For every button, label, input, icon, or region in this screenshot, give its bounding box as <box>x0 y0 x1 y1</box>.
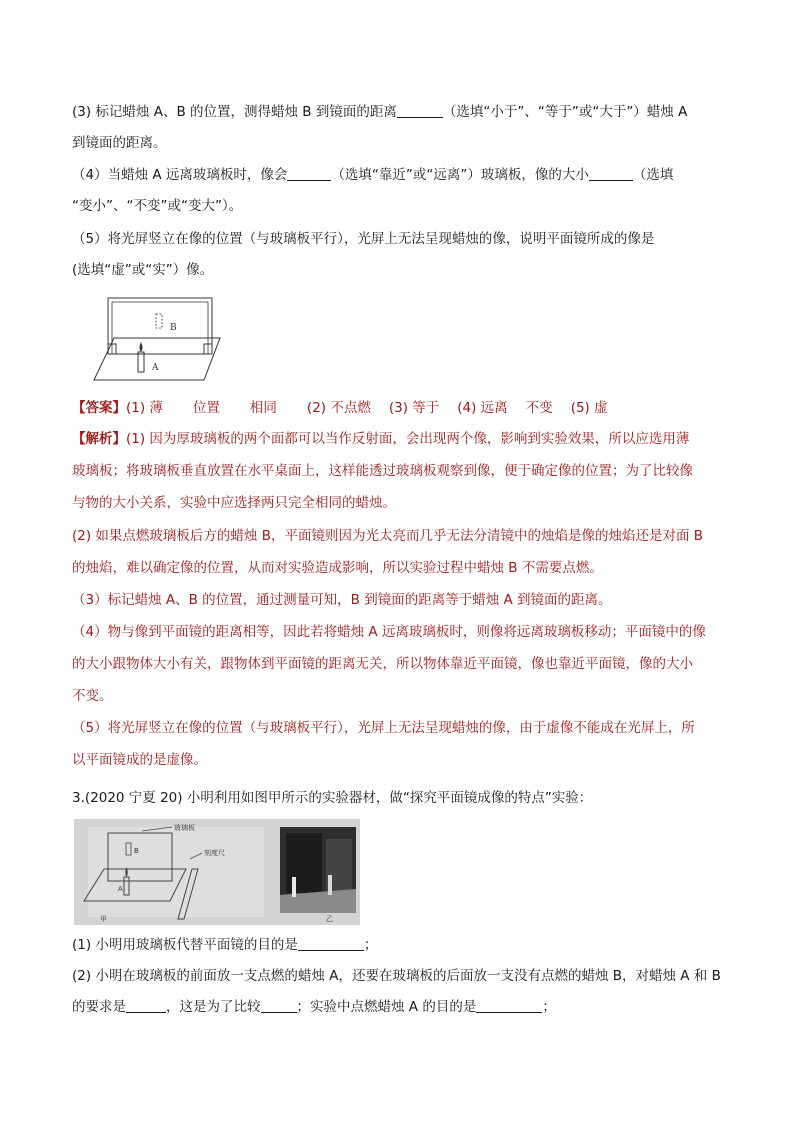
q2-item3-line1 <box>72 102 687 122</box>
analysis-p2-line1: (2) 如果点燃玻璃板后方的蜡烛 B，平面镜则因为光太亮而几乎无法分清镜中的烛焰是像的烛焰还是对面 B <box>72 528 704 544</box>
answer-item: 不变 <box>525 400 553 416</box>
q2-item4-line1 <box>72 165 673 185</box>
caption-yi: 乙 <box>326 915 333 923</box>
q3-stem: 3.(2020 宁夏 20) 小明利用如图甲所示的实验器材，做“探究平面镜成像的特点”实验： <box>72 790 593 806</box>
label-b: B <box>170 323 177 333</box>
q2-item3-line2: 到镜面的距离。 <box>72 135 167 151</box>
analysis-p4-line1: （4）物与像到平面镜的距离相等，因此若将蜡烛 A 远离玻璃板时，则像将远离玻璃板移动；平面镜中的像 <box>72 624 706 640</box>
answer-blank[interactable] <box>298 936 364 951</box>
candle-photo-a <box>292 877 296 897</box>
item3-text-a: (3) 标记蜡烛 A、B 的位置，测得蜡烛 B 到镜面的距离 <box>72 104 397 120</box>
item3-text-b: （选填“小于”、“等于”或“大于”）蜡烛 A <box>442 104 688 120</box>
analysis-p2-line2: 的烛焰，难以确定像的位置，从而对实验造成影响，所以实验过程中蜡烛 B 不需要点燃。 <box>72 560 603 576</box>
analysis-p1-line3: 与物的大小关系，实验中应选择两只完全相同的蜡烛。 <box>72 495 396 511</box>
q3-figure-panel <box>74 819 360 925</box>
q2-item5-line1: （5）将光屏竖立在像的位置（与玻璃板平行），光屏上无法呈现蜡烛的像，说明平面镜所成的像是 <box>72 231 655 247</box>
q3-sub2-line2: 的要求是 ，这是为了比较 ；实验中点燃蜡烛 A 的目的是 ； <box>72 999 556 1015</box>
answer-blank[interactable] <box>261 998 297 1013</box>
analysis-p4-line2: 的大小跟物体大小有关，跟物体到平面镜的距离无关，所以物体靠近平面镜，像也靠近平面镜，像的大小 <box>72 656 693 672</box>
answer-blank[interactable] <box>397 103 443 118</box>
item4-text-c: （选填 <box>632 167 674 183</box>
candle-photo-b <box>328 875 332 895</box>
label-glass-plate: 玻璃板 <box>174 824 195 832</box>
answer-item: 相同 <box>249 400 277 416</box>
analysis-p1-line2: 玻璃板；将玻璃板垂直放置在水平桌面上，这样能透过玻璃板观察到像，便于确定像的位置；为了比较像 <box>72 463 693 479</box>
candle-b <box>156 314 162 328</box>
label-ruler: 刻度尺 <box>204 849 225 857</box>
answer-item: 位置 <box>192 400 220 416</box>
analysis-tag: 【解析】 <box>72 431 126 447</box>
analysis-p4-line3: 不变。 <box>72 688 113 704</box>
answer-item: (4) 远离 <box>457 400 508 416</box>
analysis-p5-line1: （5）将光屏竖立在像的位置（与玻璃板平行），光屏上无法呈现蜡烛的像，由于虚像不能成在光屏上，所 <box>72 720 695 736</box>
answer-line <box>72 398 626 418</box>
answer-item: (5) 虚 <box>570 400 608 416</box>
item4-text-b: （选填“靠近”或“远离”）玻璃板，像的大小 <box>331 167 589 183</box>
answer-blank[interactable] <box>126 998 166 1013</box>
item4-text-a: （4）当蜡烛 A 远离玻璃板时，像会 <box>72 167 288 183</box>
answer-tag: 【答案】 <box>72 400 126 416</box>
answer-blank[interactable] <box>476 998 542 1013</box>
caption-jia: 甲 <box>100 915 107 923</box>
q3-sub1: (1) 小明用玻璃板代替平面镜的目的是 ； <box>72 937 378 953</box>
answer-item: (1) 薄 <box>126 400 163 416</box>
analysis-p1-line1: 【解析】(1) 因为厚玻璃板的两个面都可以当作反射面，会出现两个像，影响到实验效果，所以应选用薄 <box>72 431 690 447</box>
answer-blank[interactable] <box>589 166 633 181</box>
experiment-figure <box>92 290 232 386</box>
q3-figure <box>74 819 360 925</box>
analysis-p5-line2: 以平面镜成的是虚像。 <box>72 752 207 768</box>
q2-item4-line2: “变小”、“不变”或“变大”）。 <box>72 198 243 214</box>
q3-sub2-line1: (2) 小明在玻璃板的前面放一支点燃的蜡烛 A，还要在玻璃板的后面放一支没有点燃的蜡烛 B，对蜡烛 A 和 B <box>72 968 721 984</box>
label-a: A <box>118 885 123 893</box>
answer-item: (3) 等于 <box>388 400 440 416</box>
flame-icon <box>140 342 143 352</box>
analysis-p3-line1: （3）标记蜡烛 A、B 的位置，通过测量可知，B 到镜面的距离等于蜡烛 A 到镜面的距离。 <box>72 592 612 608</box>
label-b: B <box>134 847 139 855</box>
label-a: A <box>152 363 159 373</box>
candle-a <box>138 352 144 372</box>
answer-blank[interactable] <box>287 166 331 181</box>
glass-plate <box>108 298 212 354</box>
answer-item: (2) 不点燃 <box>306 400 371 416</box>
q2-item5-line2: (选填“虚”或“实”）像。 <box>72 262 214 278</box>
